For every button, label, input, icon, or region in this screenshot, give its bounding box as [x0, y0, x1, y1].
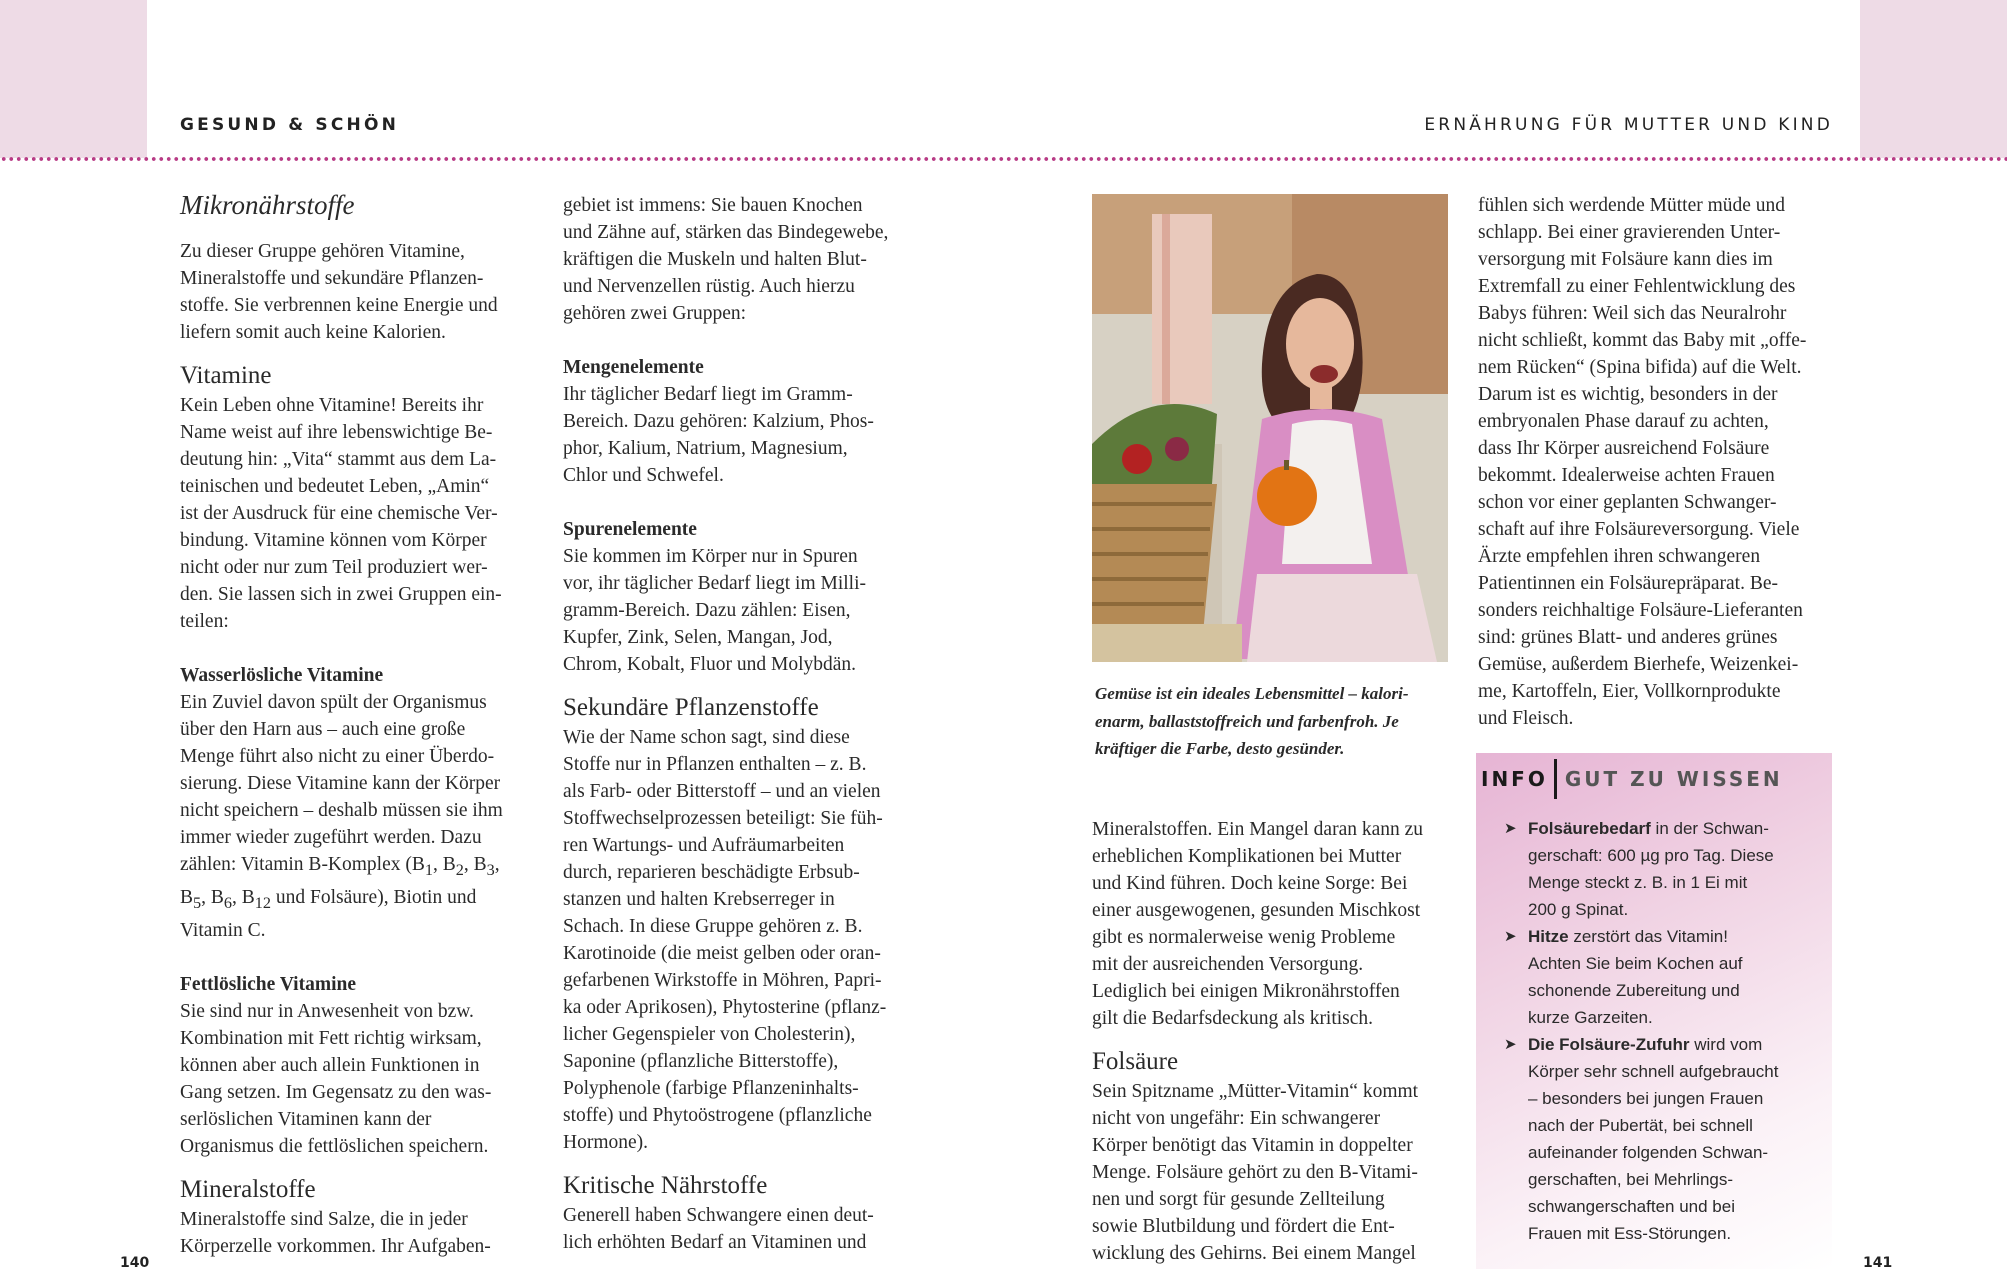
text-line: können aber auch allein Funktionen in [180, 1054, 480, 1076]
info-item: ➤ Die Folsäure-Zufuhr wird vom Körper sehr schnell aufgebraucht – besonders bei jungen Frauen nach der Pubertät, bei schnell aufeinander folgenden Schwan- gerschaften, bei Mehrlings- schwangerschaften und bei Frauen mit Ess-Störungen. [1528, 1031, 1818, 1247]
subheading-mengenelemente: Mengenelemente [563, 357, 704, 378]
text-line: lich erhöhten Bedarf an Vitaminen und [563, 1232, 867, 1253]
text-line: Menge. Folsäure gehört zu den B-Vitami- [1092, 1162, 1418, 1183]
text-line: Mineralstoffen. Ein Mangel daran kann zu [1092, 819, 1424, 840]
text-line: ist der Ausdruck für eine chemische Ver- [180, 503, 498, 524]
text-line: erheblichen Komplikationen bei Mutter [1092, 846, 1402, 867]
text-line: Kein Leben ohne Vitamine! Bereits ihr [180, 395, 484, 416]
text-line: als Farb- oder Bitterstoff – und an vielen [563, 781, 881, 802]
text-line: deutung hin: „Vita“ stammt aus dem La- [180, 449, 497, 470]
text-line: Mineralstoffe und sekundäre Pflanzen- [180, 268, 484, 289]
text-line: nicht schließt, kommt das Baby mit „offe- [1478, 330, 1807, 351]
text-line: einer ausgewogenen, gesunden Mischkost [1092, 900, 1421, 921]
text-line: Sein Spitzname „Mütter-Vitamin“ kommt [1092, 1081, 1419, 1102]
text-line: Extremfall zu einer Fehlentwicklung des [1478, 276, 1796, 297]
text-line: Hormone). [563, 1132, 649, 1153]
text-line: Sie sind nur in Anwesenheit von bzw. [180, 1000, 474, 1022]
column-2 [563, 192, 928, 1256]
text-line: Ärzte empfehlen ihren schwangeren [1478, 546, 1761, 567]
text-line: Chrom, Kobalt, Fluor und Molybdän. [563, 654, 857, 675]
text-line: Saponine (pflanzliche Bitterstoffe), [563, 1051, 839, 1072]
text-line: gebiet ist immens: Sie bauen Knochen [563, 195, 863, 216]
text-line: nem Rücken“ (Spina bifida) auf die Welt. [1478, 357, 1802, 378]
text-line: Ihr täglicher Bedarf liegt im Gramm- [563, 384, 853, 405]
text-line: versorgung mit Folsäure kann dies im [1478, 249, 1773, 270]
text-line: dass Ihr Körper ausreichend Folsäure [1478, 438, 1770, 459]
text-line: Schach. In diese Gruppe gehören z. B. [563, 916, 863, 937]
text-line: stanzen und halten Krebserreger in [563, 889, 835, 910]
text-line: embryonalen Phase darauf zu achten, [1478, 411, 1769, 432]
text-line: bekommt. Idealerweise achten Frauen [1478, 465, 1775, 486]
text-line: Zu dieser Gruppe gehören Vitamine, [180, 241, 465, 262]
heading-folsaeure: Folsäure [1092, 1048, 1179, 1075]
right-margin-tab [1860, 0, 2007, 158]
text-line: gibt es normalerweise wenig Probleme [1092, 927, 1396, 948]
info-list [1504, 815, 1818, 1247]
text-line: Babys führen: Weil sich das Neuralrohr [1478, 303, 1787, 324]
arrow-bullet-icon: ➤ [1504, 928, 1517, 945]
text-line: nicht oder nur zum Teil produziert wer- [180, 557, 488, 578]
page-number-left: 140 [120, 1255, 150, 1271]
text-line: Körper benötigt das Vitamin in doppelter [1092, 1135, 1413, 1156]
text-line: nen und sorgt für gesunde Zellteilung [1092, 1189, 1385, 1210]
text-line: vor, ihr täglicher Bedarf liegt im Milli- [563, 573, 867, 594]
text-line: Polyphenole (farbige Pflanzeninhalts- [563, 1078, 859, 1099]
arrow-bullet-icon: ➤ [1504, 1036, 1517, 1053]
subheading-fettloesliche: Fettlösliche Vitamine [180, 973, 357, 995]
section-title: Mikronährstoffe [180, 190, 355, 220]
text-line: Organismus die fettlöslichen speichern. [180, 1135, 489, 1157]
text-line: serlöslichen Vitaminen kann der [180, 1108, 432, 1130]
text-line-b-complex: zählen: Vitamin B-Komplex ($B_1$, $B_2$, $B_3$, [180, 854, 500, 879]
text-line: stoffe. Sie verbrennen keine Energie und [180, 295, 498, 316]
text-line: bindung. Vitamine können vom Körper [180, 530, 487, 551]
text-line: Lediglich bei einigen Mikronährstoffen [1092, 981, 1400, 1002]
text-line: licher Gegenspieler von Cholesterin), [563, 1024, 856, 1045]
text-line: Wie der Name schon sagt, sind diese [563, 727, 850, 748]
info-title: GUT ZU WISSEN [1564, 767, 1783, 791]
text-line: immer wieder zugeführt werden. Dazu [180, 827, 482, 848]
heading-vitamine: Vitamine [180, 362, 272, 389]
running-head-right: ERNÄHRUNG FÜR MUTTER UND KIND [1424, 115, 1833, 135]
text-line: schlapp. Bei einer gravierenden Unter- [1478, 222, 1781, 243]
text-line: über den Harn aus – auch eine große [180, 719, 466, 740]
page-number-right: 141 [1863, 1255, 1893, 1271]
text-line: durch, reparieren beschädigte Erbsub- [563, 862, 860, 883]
text-line: teilen: [180, 611, 229, 632]
text-line: Mineralstoffe sind Salze, die in jeder [180, 1208, 468, 1230]
text-line: schaft auf ihre Folsäureversorgung. Viele [1478, 519, 1800, 540]
text-line: mit der ausreichenden Versorgung. [1092, 954, 1364, 975]
text-line: Körperzelle vorkommen. Ihr Aufgaben- [180, 1235, 491, 1257]
text-line: Gemüse, außerdem Bierhefe, Weizenkei- [1478, 654, 1799, 675]
caption-line: Gemüse ist ein ideales Lebensmittel – kalori- [1095, 684, 1409, 703]
text-line: gramm-Bereich. Dazu zählen: Eisen, [563, 600, 851, 621]
running-head-left: GESUND & SCHÖN [180, 115, 400, 135]
left-margin-tab [0, 0, 147, 158]
text-line: und Nervenzellen rüstig. Auch hierzu [563, 276, 855, 297]
text-line: me, Kartoffeln, Eier, Vollkornprodukte [1478, 681, 1781, 702]
text-line: und Kind führen. Doch keine Sorge: Bei [1092, 873, 1408, 894]
text-line: Chlor und Schwefel. [563, 465, 724, 486]
heading-sekundaere-pflanzenstoffe: Sekundäre Pflanzenstoffe [563, 694, 819, 721]
text-line: kräftigen die Muskeln und halten Blut- [563, 249, 867, 270]
text-line: sind: grünes Blatt- und anderes grünes [1478, 627, 1778, 648]
text-line: teinischen und bedeutet Leben, „Amin“ [180, 476, 490, 497]
info-item: ➤ Folsäurebedarf in der Schwan- gerschaft: 600 µg pro Tag. Diese Menge steckt z. B. in 1 Ei mit 200 g Spinat. [1528, 815, 1818, 923]
heading-kritische-naehrstoffe: Kritische Nährstoffe [563, 1172, 768, 1199]
text-line: Kombination mit Fett richtig wirksam, [180, 1027, 482, 1049]
text-line: Darum ist es wichtig, besonders in der [1478, 384, 1778, 405]
caption-line: kräftiger die Farbe, desto gesünder. [1095, 739, 1345, 758]
photo-caption [1095, 680, 1455, 763]
text-line: Kupfer, Zink, Selen, Mangan, Jod, [563, 627, 833, 648]
text-line: sonders reichhaltige Folsäure-Lieferanten [1478, 600, 1803, 621]
column-4 [1478, 192, 1848, 732]
text-line: sierung. Diese Vitamine kann der Körper [180, 773, 501, 794]
info-box [1476, 753, 1832, 1269]
text-line: Generell haben Schwangere einen deut- [563, 1205, 874, 1226]
text-line: Name weist auf ihre lebenswichtige Be- [180, 422, 493, 443]
text-line: gefarbenen Wirkstoffe in Möhren, Papri- [563, 970, 882, 991]
text-line: und Fleisch. [1478, 708, 1574, 729]
text-line: Gang setzen. Im Gegensatz zu den was- [180, 1081, 492, 1103]
text-line: fühlen sich werdende Mütter müde und [1478, 195, 1786, 216]
column-3 [1092, 816, 1462, 1267]
text-line: schon vor einer geplanten Schwanger- [1478, 492, 1777, 513]
text-line: Menge führt also nicht zu einer Überdo- [180, 746, 495, 767]
caption-line: enarm, ballaststoffreich und farbenfroh. Je [1095, 711, 1399, 731]
text-line: gehören zwei Gruppen: [563, 303, 747, 324]
info-box-header [1481, 759, 1783, 799]
dotted-divider [0, 156, 2007, 162]
text-line: Stoffwechselprozessen beteiligt: Sie füh- [563, 808, 883, 829]
photo-woman-with-pumpkin [1092, 194, 1448, 662]
arrow-bullet-icon: ➤ [1504, 820, 1517, 837]
text-line: Sie kommen im Körper nur in Spuren [563, 546, 858, 567]
text-line: nicht speichern – deshalb müssen sie ihm [180, 800, 503, 821]
text-line: ren Wartungs- und Aufräumarbeiten [563, 835, 845, 856]
text-line: Stoffe nur in Pflanzen enthalten – z. B. [563, 754, 867, 775]
subheading-wasserloesliche: Wasserlösliche Vitamine [180, 665, 384, 686]
text-line: ka oder Aprikosen), Phytosterine (pflanz- [563, 997, 887, 1018]
text-line: stoffe) und Phytoöstrogene (pflanzliche [563, 1105, 872, 1126]
column-1 [180, 188, 540, 1260]
text-line: Patientinnen ein Folsäurepräparat. Be- [1478, 573, 1778, 594]
text-line: liefern somit auch keine Kalorien. [180, 322, 446, 343]
text-line: sowie Blutbildung und fördert die Ent- [1092, 1216, 1395, 1237]
text-line: wicklung des Gehirns. Bei einem Mangel [1092, 1243, 1416, 1264]
heading-mineralstoffe: Mineralstoffe [180, 1175, 316, 1203]
text-line: Ein Zuviel davon spült der Organismus [180, 692, 487, 713]
subheading-spurenelemente: Spurenelemente [563, 519, 697, 540]
text-line: Vitamin C. [180, 919, 266, 941]
text-line: und Zähne auf, stärken das Bindegewebe, [563, 222, 889, 243]
text-line: Karotinoide (die meist gelben oder oran- [563, 943, 881, 964]
info-tag: INFO [1481, 759, 1557, 799]
info-item: ➤ Hitze zerstört das Vitamin! Achten Sie beim Kochen auf schonende Zubereitung und kurze Garzeiten. [1528, 923, 1818, 1031]
text-line: nicht von ungefähr: Ein schwangerer [1092, 1108, 1381, 1129]
text-line: gilt die Bedarfsdeckung als kritisch. [1092, 1008, 1374, 1029]
text-line-b-complex-2: $B_5$, $B_6$, $B_{12}$ und Folsäure), Biotin und [180, 886, 477, 912]
text-line: Bereich. Dazu gehören: Kalzium, Phos- [563, 411, 874, 432]
text-line: phor, Kalium, Natrium, Magnesium, [563, 438, 848, 459]
text-line: den. Sie lassen sich in zwei Gruppen ein- [180, 584, 502, 605]
